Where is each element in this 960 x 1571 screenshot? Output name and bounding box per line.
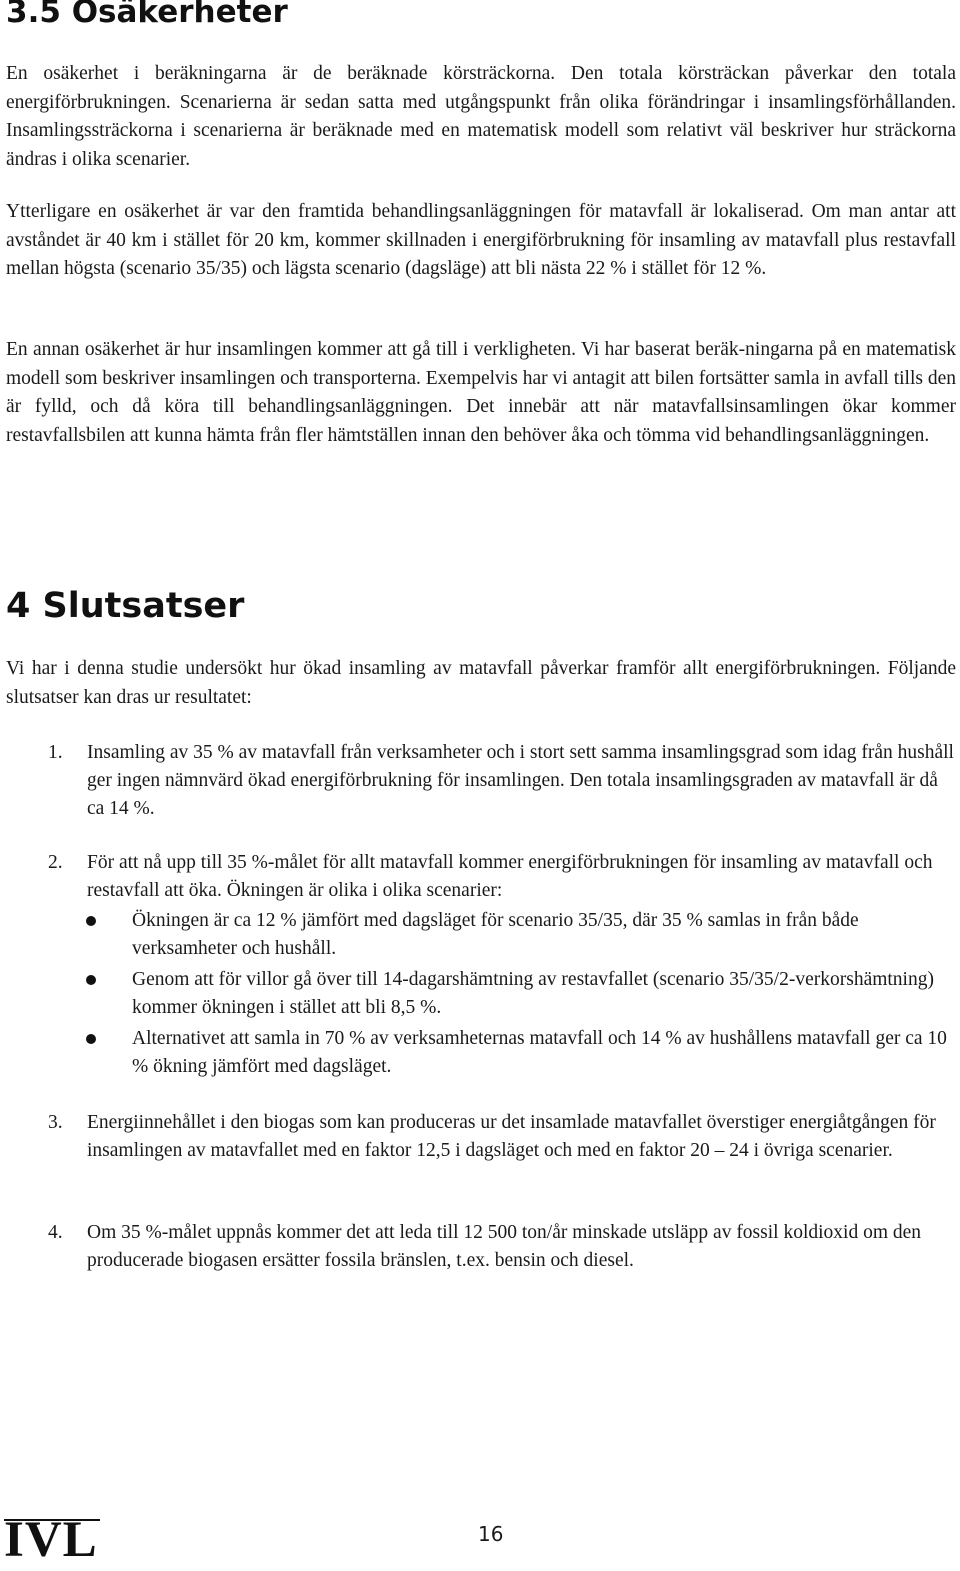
ivl-logo: IVL [4,1512,98,1568]
bullet-icon [86,1034,96,1044]
list-item-number: 2. [48,852,63,873]
paragraph-uncertainty-2: Ytterligare en osäkerhet är var den framtida behandlingsanläggningen för matavfall är lokaliserad. Om man antar att avståndet är 40 km i stället för 20 km, kommer skillnaden i energiförbrukning för insamling av matavfall plus restavfall mellan högsta (scenario 35/35) och lägsta scenario (dagsläge) att bli nästa 22 % i stället för 12 %. [6,201,956,279]
list-item-text: Om 35 %-målet uppnås kommer det att leda till 12 500 ton/år minskade utsläpp av fossil koldioxid om den producerade biogasen ersätter fossila bränslen, t.ex. bensin och diesel. [87,1222,922,1271]
section-heading-4: 4 Slutsatser [6,586,245,626]
list-item-number: 4. [48,1222,63,1243]
list-item-text: Insamling av 35 % av matavfall från verksamheter och i stort sett samma insamlingsgrad som idag från hushåll ger ingen nämnvärd ökad energiförbrukning för insamlingen. Den totala insamlingsgraden av matavfall är då ca 14 %. [87,742,954,819]
list-item-number: 3. [48,1112,63,1133]
list-item-text: Energiinnehållet i den biogas som kan produceras ur det insamlade matavfallet överstiger energiåtgången för insamlingen av matavfallet med en faktor 12,5 i dagsläget och med en faktor 20 – 24 i övriga scenarier. [87,1112,936,1161]
list-item-number: 1. [48,742,63,763]
section-heading-3-5: 3.5 Osäkerheter [6,0,288,30]
paragraph-uncertainty-1: En osäkerhet i beräkningarna är de beräknade körsträckorna. Den totala körsträckan påverkar den totala energiförbrukningen. Scenarierna är sedan satta med utgångspunkt från olika förändringar i insamlingsförhållanden. Insamlingssträckorna i scenarierna är beräknade med en matematisk modell som relativt väl beskriver hur sträckorna ändras i olika scenarier. [6,63,956,170]
sub-list-item: Ökningen är ca 12 % jämfört med dagsläget för scenario 35/35, där 35 % samlas in från både verksamheter och hushåll. [132,910,859,959]
bullet-icon [86,975,96,985]
bullet-icon [86,916,96,926]
sub-list-item: Alternativet att samla in 70 % av verksamheternas matavfall och 14 % av hushållens matavfall ger ca 10 % ökning jämfört med dagsläget. [132,1028,947,1077]
list-item-text: För att nå upp till 35 %-målet för allt matavfall kommer energiförbrukningen för insamling av matavfall och restavfall att öka. Ökningen är olika i olika scenarier: [87,852,933,901]
sub-list-item: Genom att för villor gå över till 14-dagarshämtning av restavfallet (scenario 35/35/2-verkorshämtning) kommer ökningen i stället att bli 8,5 %. [132,969,934,1018]
page-number: 16 [478,1522,504,1546]
paragraph-conclusions-intro: Vi har i denna studie undersökt hur ökad insamling av matavfall påverkar framför allt energiförbrukningen. Följande slutsatser kan dras ur resultatet: [6,658,956,708]
paragraph-uncertainty-3: En annan osäkerhet är hur insamlingen kommer att gå till i verkligheten. Vi har baserat beräk-ningarna på en matematisk modell som beskriver insamlingen och transporterna. Exempelvis har vi antagit att bilen fortsätter samla in avfall tills den är fylld, och då köra till behandlingsanläggningen. Det innebär att när matavfallsinsamlingen ökar kommer restavfallsbilen att kunna hämta från fler hämtställen innan den behöver åka och tömma vid behandlingsanläggningen. [6,339,956,446]
